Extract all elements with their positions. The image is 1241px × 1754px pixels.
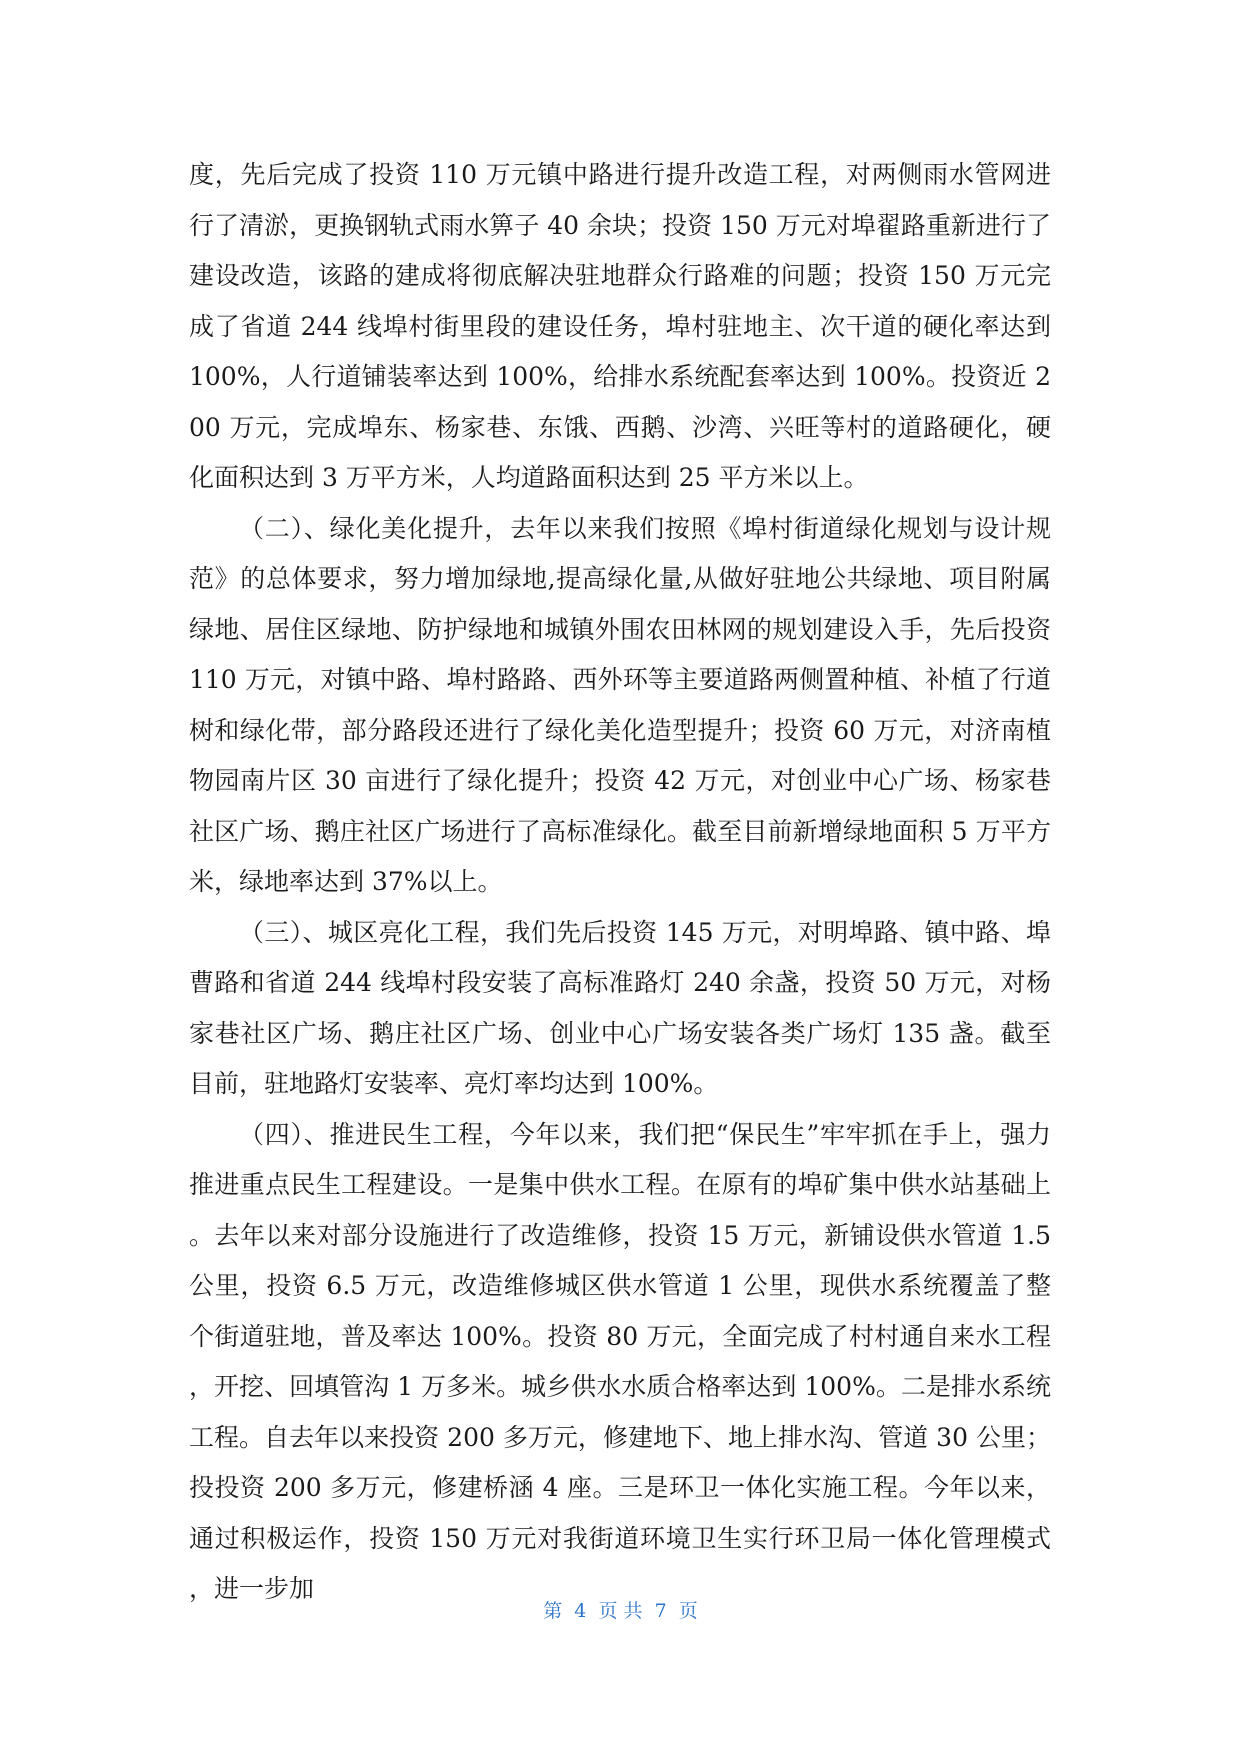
paragraph-livelihood: （四）、推进民生工程，今年以来，我们把“保民生”牢牢抓在手上，强力推进重点民生工程建设。一是集中供水工程。在原有的埠矿集中供水站基础上。去年以来对部分设施进行了改造维修，投资 15 万元，新铺设供水管道 1.5 公里，投资 6.5 万元，改造维修城区供水管道 1 公里，现供水系统覆盖了整个街道驻地，普及率达 100%。投资 80 万元，全面完成了村村通自来水工程，开挖、回填管沟 1 万多米。城乡供水水质合格率达到 100%。二是排水系统工程。自去年以来投资 200 多万元，修建地下、地上排水沟、管道 30 公里；投投资 200 多万元，修建桥涵 4 座。三是环卫一体化实施工程。今年以来，通过积极运作，投资 150 万元对我街道环境卫生实行环卫局一体化管理模式，进一步加 [189, 1119, 1051, 1603]
paragraph-lighting: （三）、城区亮化工程，我们先后投资 145 万元，对明埠路、镇中路、埠曹路和省道 244 线埠村段安装了高标准路灯 240 余盏，投资 50 万元，对杨家巷社区广场、鹅庄社区广场、创业中心广场安装各类广场灯 135 盏。截至目前，驻地路灯安装率、亮灯率均达到 100%。 [189, 917, 1051, 1098]
paragraph-greening: （二）、绿化美化提升，去年以来我们按照《埠村街道绿化规划与设计规范》的总体要求，努力增加绿地,提高绿化量,从做好驻地公共绿地、项目附属绿地、居住区绿地、防护绿地和城镇外围农田林网的规划建设入手，先后投资 110 万元，对镇中路、埠村路路、西外环等主要道路两侧置种植、补植了行道树和绿化带，部分路段还进行了绿化美化造型提升；投资 60 万元，对济南植物园南片区 30 亩进行了绿化提升；投资 42 万元，对创业中心广场、杨家巷社区广场、鹅庄社区广场进行了高标准绿化。截至目前新增绿地面积 5 万平方米，绿地率达到 37%以上。 [189, 513, 1051, 896]
page-number-footer: 第 4 页 共 7 页 [543, 1600, 698, 1622]
document-body [189, 150, 1051, 1615]
paragraph-road-construction: 度，先后完成了投资 110 万元镇中路进行提升改造工程，对两侧雨水管网进行了清淤，更换钢轨式雨水箅子 40 余块；投资 150 万元对埠翟路重新进行了建设改造，该路的建成将彻底解决驻地群众行路难的问题；投资 150 万元完成了省道 244 线埠村街里段的建设任务，埠村驻地主、次干道的硬化率达到 100%，人行道铺装率达到 100%，给排水系统配套率达到 100%。投资近 200 万元，完成埠东、杨家巷、东饿、西鹅、沙湾、兴旺等村的道路硬化，硬化面积达到 3 万平方米，人均道路面积达到 25 平方米以上。 [189, 160, 1051, 492]
